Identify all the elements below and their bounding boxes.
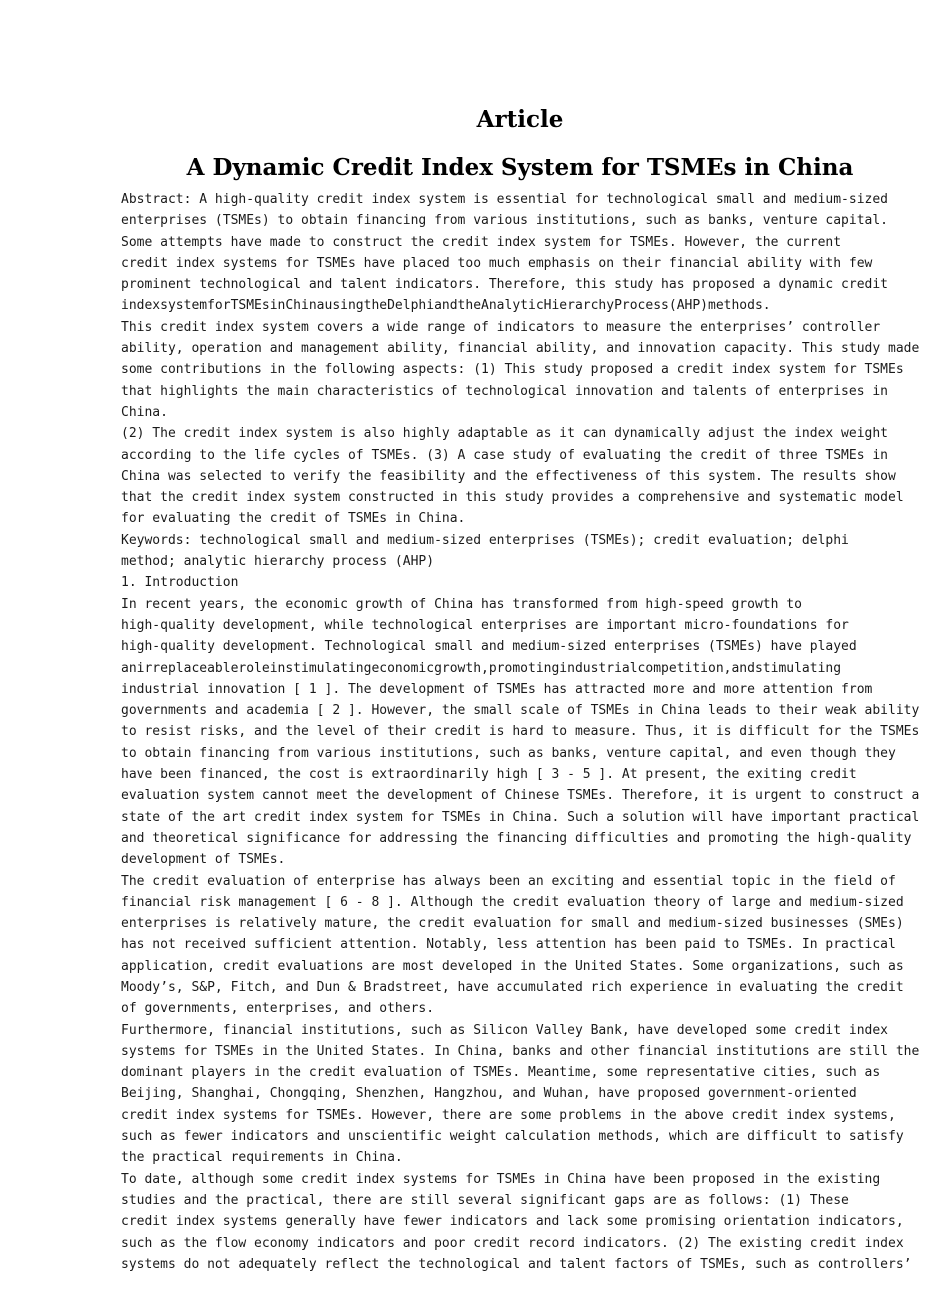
body-text-line: China was selected to verify the feasibility and the effectiveness of this system. The results show <box>121 468 896 484</box>
body-text-line: Keywords: technological small and medium-sized enterprises (TSMEs); credit evaluation; delphi <box>121 532 849 548</box>
body-text-line: enterprises is relatively mature, the credit evaluation for small and medium-sized businesses (SMEs) <box>121 916 904 932</box>
body-text-line: ability, operation and management ability, financial ability, and innovation capacity. This study made <box>121 341 920 357</box>
article-title: A Dynamic Credit Index System for TSMEs in China <box>186 154 854 181</box>
body-text-line: of governments, enterprises, and others. <box>121 1001 435 1017</box>
body-text-line: the practical requirements in China. <box>121 1150 403 1166</box>
body-text-line: prominent technological and talent indicators. Therefore, this study has proposed a dynamic credit <box>121 277 889 293</box>
body-text-line: Some attempts have made to construct the credit index system for TSMEs. However, the current <box>121 234 842 250</box>
body-text-line: systems do not adequately reflect the technological and talent factors of TSMEs, such as controllers’ <box>121 1256 912 1272</box>
body-text-line: state of the art credit index system for TSMEs in China. Such a solution will have important practical <box>121 809 920 825</box>
body-text-line: (2) The credit index system is also highly adaptable as it can dynamically adjust the index weight <box>121 426 889 442</box>
body-text-line: financial risk management [ 6 - 8 ]. Although the credit evaluation theory of large and medium-sized <box>121 894 904 910</box>
body-text-line: that highlights the main characteristics of technological innovation and talents of enterprises in <box>121 383 889 399</box>
body-text-line: such as the flow economy indicators and poor credit record indicators. (2) The existing credit index <box>121 1235 904 1251</box>
body-text-line: Abstract: A high-quality credit index system is essential for technological small and medium-sized <box>121 192 889 207</box>
body-text-line: China. <box>121 404 168 420</box>
body-text-line: high-quality development, while technological enterprises are important micro-foundations for <box>121 617 849 633</box>
body-text-line: some contributions in the following aspects: (1) This study proposed a credit index system for TSMEs <box>121 362 904 378</box>
body-text-line: method; analytic hierarchy process (AHP) <box>121 554 435 570</box>
body-text-line: development of TSMEs. <box>121 852 286 868</box>
body-text-line: according to the life cycles of TSMEs. (3) A case study of evaluating the credit of three TSMEs in <box>121 447 889 463</box>
body-text-line: that the credit index system constructed in this study provides a comprehensive and systematic model <box>121 490 904 506</box>
body-text-line: credit index systems generally have fewer indicators and lack some promising orientation indicators, <box>121 1214 904 1230</box>
body-text-line: studies and the practical, there are still several significant gaps are as follows: (1) These <box>121 1192 849 1208</box>
body-text-line: to obtain financing from various institutions, such as banks, venture capital, and even though they <box>121 745 896 761</box>
body-text-line: and theoretical significance for addressing the financing difficulties and promoting the high-quality <box>121 830 912 846</box>
body-text-line: Furthermore, financial institutions, such as Silicon Valley Bank, have developed some credit index <box>121 1022 889 1038</box>
body-text-line: has not received sufficient attention. Notably, less attention has been paid to TSMEs. In practical <box>121 937 896 953</box>
body-text-line: In recent years, the economic growth of China has transformed from high-speed growth to <box>121 596 802 612</box>
body-text-line: for evaluating the credit of TSMEs in China. <box>121 511 466 527</box>
body-text-line: credit index systems for TSMEs have placed too much emphasis on their financial ability with few <box>121 255 873 271</box>
body-text-line: application, credit evaluations are most developed in the United States. Some organizations, such as <box>121 958 904 974</box>
body-text-line: This credit index system covers a wide range of indicators to measure the enterprises’ controller <box>121 319 881 335</box>
article-type-heading: Article <box>476 106 564 133</box>
body-text-line: have been financed, the cost is extraordinarily high [ 3 - 5 ]. At present, the exiting credit <box>121 767 857 783</box>
body-text-line: credit index systems for TSMEs. However, there are some problems in the above credit index systems, <box>121 1107 896 1123</box>
article-body <box>121 189 925 1275</box>
body-text-line: industrial innovation [ 1 ]. The development of TSMEs has attracted more and more attention from <box>121 681 873 697</box>
body-text-line: to resist risks, and the level of their credit is hard to measure. Thus, it is difficult for the TSMEs <box>121 724 920 740</box>
body-text-line: high-quality development. Technological small and medium-sized enterprises (TSMEs) have played <box>121 639 857 655</box>
body-text-line: governments and academia [ 2 ]. However, the small scale of TSMEs in China leads to their weak ability <box>121 703 920 719</box>
body-text-line: dominant players in the credit evaluation of TSMEs. Meantime, some representative cities, such as <box>121 1065 881 1081</box>
body-text-line: indexsystemforTSMEsinChinausingtheDelphiandtheAnalyticHierarchyProcess(AHP)methods. <box>121 298 771 314</box>
body-text-line: systems for TSMEs in the United States. In China, banks and other financial institutions are still the <box>121 1043 920 1059</box>
body-text-line: Beijing, Shanghai, Chongqing, Shenzhen, Hangzhou, and Wuhan, have proposed government-oriented <box>121 1086 857 1102</box>
body-text-line: 1. Introduction <box>121 575 239 591</box>
body-text-line: such as fewer indicators and unscientific weight calculation methods, which are difficult to satisfy <box>121 1129 904 1145</box>
body-text-line: The credit evaluation of enterprise has always been an exciting and essential topic in the field of <box>121 873 896 889</box>
body-text-line: enterprises (TSMEs) to obtain financing from various institutions, such as banks, venture capital. <box>121 213 889 229</box>
body-text-line: anirreplaceableroleinstimulatingeconomicgrowth,promotingindustrialcompetition,andstimulating <box>121 660 842 676</box>
body-text-line: Moody’s, S&P, Fitch, and Dun & Bradstreet, have accumulated rich experience in evaluating the credit <box>121 979 904 995</box>
body-text-line: evaluation system cannot meet the development of Chinese TSMEs. Therefore, it is urgent to construct a <box>121 788 920 804</box>
body-text-line: To date, although some credit index systems for TSMEs in China have been proposed in the existing <box>121 1171 881 1187</box>
